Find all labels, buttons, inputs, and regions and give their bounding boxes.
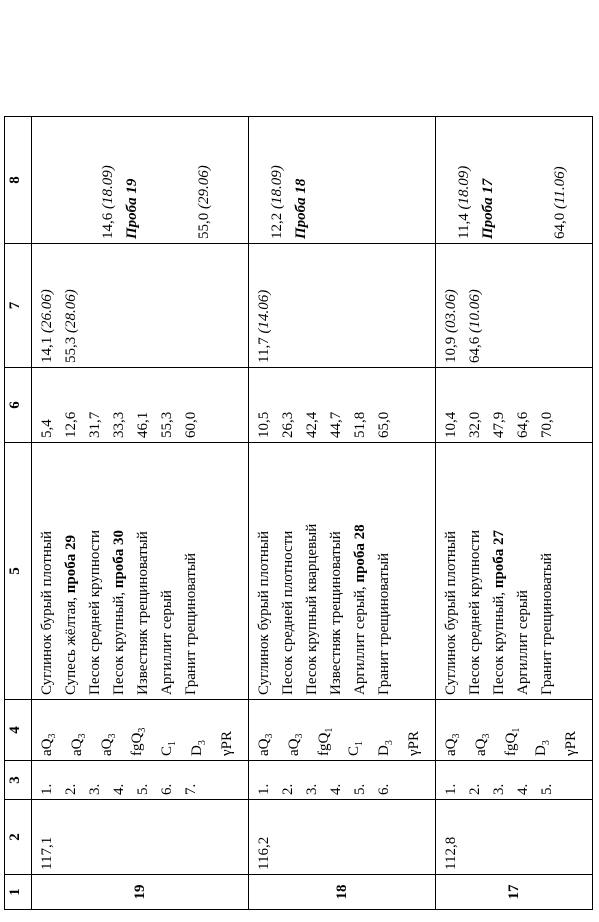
index-base: γPR — [219, 731, 235, 756]
header-cell: 5 — [5, 443, 32, 700]
depth-cell — [249, 368, 436, 443]
depth-value: 10,5 — [256, 411, 272, 438]
description-text: Аргиллит серый — [159, 590, 175, 695]
layer-number: 1. — [256, 783, 272, 795]
steady-level-value: 55,0 — [196, 209, 212, 239]
geologic-index — [125, 704, 155, 756]
layer-number: 7. — [183, 783, 199, 795]
layer-number: 4. — [515, 783, 531, 795]
layer-number: 3. — [304, 783, 320, 795]
steady-level-line — [289, 121, 313, 239]
steady-level-line — [337, 121, 361, 239]
steady-level-line — [144, 121, 168, 239]
steady-level-cell — [436, 117, 593, 244]
index-base: D — [533, 745, 549, 756]
borehole-table — [4, 116, 593, 910]
lithology-cell — [32, 443, 249, 700]
index-base: D — [189, 745, 205, 756]
sample-label: проба 29 — [63, 535, 79, 594]
geologic-index — [529, 704, 559, 756]
index-base: γPR — [563, 731, 579, 756]
layer-number: 6. — [376, 783, 392, 795]
index-base: C — [346, 745, 362, 756]
description-text: Песок крупный, — [111, 588, 127, 695]
depth-value: 64,6 — [515, 411, 531, 438]
table-row — [32, 117, 249, 910]
geologic-index — [215, 704, 245, 756]
description-text: Аргиллит серый, — [352, 582, 368, 695]
layer-number: 3. — [491, 783, 507, 795]
layer-number: 2. — [280, 783, 296, 795]
depth-cell — [436, 368, 593, 443]
index-base: aQ — [39, 738, 55, 756]
index-subscript: 3 — [294, 733, 305, 739]
table-row — [249, 117, 436, 910]
steady-level-line — [48, 121, 72, 239]
header-cell: 4 — [5, 700, 32, 761]
water-level-cell — [436, 244, 593, 368]
lithology-cell — [249, 443, 436, 700]
lithology-description — [511, 447, 535, 695]
water-level-date: (26.06) — [39, 289, 55, 333]
water-level-date: (14.06) — [256, 289, 272, 334]
index-subscript: 1 — [167, 740, 178, 746]
water-level-date: (28.06) — [63, 289, 79, 333]
water-level-value: 64,6 — [467, 333, 483, 363]
sample-label: проба 28 — [352, 524, 368, 583]
geologic-index — [252, 704, 282, 756]
lithology-description — [35, 447, 59, 695]
geologic-index — [402, 704, 432, 756]
sample-title: Проба 18 — [293, 178, 309, 239]
lithology-description — [107, 447, 131, 695]
sample-label: проба 27 — [491, 529, 507, 589]
index-base: aQ — [443, 738, 459, 756]
description-text: Песок средней крупности — [87, 529, 103, 695]
geologic-index — [282, 704, 312, 756]
index-base: γPR — [406, 731, 422, 756]
index-base: aQ — [473, 738, 489, 756]
lithology-cell — [436, 443, 593, 700]
steady-level-cell — [32, 117, 249, 244]
description-text: Песок крупный, — [491, 588, 507, 695]
steady-level-date: (11.06) — [552, 166, 568, 209]
depth-value: 12,6 — [63, 411, 79, 438]
steady-level-date: (18.09) — [100, 165, 116, 209]
geologic-index — [439, 704, 469, 756]
steady-level-line — [524, 121, 548, 239]
depth-value: 44,7 — [328, 411, 344, 438]
layer-number: 3. — [87, 783, 103, 795]
layer-number: 4. — [111, 783, 127, 795]
layer-number-cell — [249, 761, 436, 800]
geologic-index — [469, 704, 499, 756]
elevation-value: 116,2 — [256, 836, 272, 870]
header-cell: 6 — [5, 368, 32, 443]
steady-level-value: 14,6 — [100, 209, 116, 239]
table-row — [436, 117, 593, 910]
depth-value: 10,4 — [443, 411, 459, 438]
sample-label: проба 30 — [111, 529, 127, 589]
depth-value: 60,0 — [183, 411, 199, 438]
geologic-index-cell — [436, 700, 593, 761]
steady-level-line — [476, 121, 500, 239]
water-level-date: (10.06) — [467, 289, 483, 333]
water-level-cell — [249, 244, 436, 368]
description-text: Суглинок бурый плотный — [39, 530, 55, 695]
elevation-cell — [436, 800, 593, 875]
layer-number: 1. — [39, 783, 55, 795]
depth-value: 46,1 — [135, 411, 151, 438]
geologic-index — [35, 704, 65, 756]
depth-value: 51,8 — [352, 411, 368, 438]
description-text: Суглинок бурый плотный — [256, 530, 272, 695]
lithology-description — [324, 447, 348, 695]
steady-level-line — [500, 121, 524, 239]
header-cell: 1 — [5, 875, 32, 910]
steady-level-line — [96, 121, 120, 239]
index-subscript: 3 — [77, 733, 88, 739]
geologic-index — [65, 704, 95, 756]
geologic-index-cell — [32, 700, 249, 761]
lithology-description — [276, 447, 300, 695]
geologic-index — [185, 704, 215, 756]
depth-value: 55,3 — [159, 411, 175, 438]
layer-number: 2. — [467, 783, 483, 795]
description-text: Гранит трещиноватый — [183, 552, 199, 695]
index-base: C — [159, 745, 175, 756]
water-level-value: 10,9 — [443, 333, 459, 363]
water-level — [59, 248, 83, 363]
description-text: Аргиллит серый — [515, 590, 531, 695]
index-subscript: 3 — [137, 727, 148, 733]
index-subscript: 1 — [324, 727, 335, 733]
layer-number: 6. — [159, 783, 175, 795]
index-base: aQ — [286, 738, 302, 756]
water-level-value: 11,7 — [256, 333, 272, 363]
lithology-description — [487, 447, 511, 695]
layer-number: 4. — [328, 783, 344, 795]
header-cell: 2 — [5, 800, 32, 875]
lithology-description — [300, 447, 324, 695]
layer-number-cell — [436, 761, 593, 800]
index-subscript: 3 — [384, 740, 395, 746]
lithology-description — [59, 447, 83, 695]
index-base: D — [376, 745, 392, 756]
geologic-index — [372, 704, 402, 756]
description-text: Известняк трещиноватый — [328, 531, 344, 695]
water-level — [35, 248, 59, 363]
index-subscript: 3 — [197, 740, 208, 746]
description-text: Песок средней плотности — [280, 530, 296, 695]
depth-cell — [32, 368, 249, 443]
water-level — [439, 248, 463, 363]
depth-value: 31,7 — [87, 411, 103, 438]
water-level-value: 55,3 — [63, 333, 79, 363]
header-cell: 3 — [5, 761, 32, 800]
description-text: Гранит трещиноватый — [376, 552, 392, 695]
layer-number: 1. — [443, 783, 459, 795]
steady-level-line — [120, 121, 144, 239]
geologic-index — [559, 704, 589, 756]
index-subscript: 3 — [481, 733, 492, 739]
sample-title: Проба 19 — [124, 178, 140, 239]
steady-level-line — [452, 121, 476, 239]
water-level — [252, 248, 276, 363]
index-base: fgQ — [316, 732, 332, 756]
header-row — [5, 117, 32, 910]
lithology-description — [83, 447, 107, 695]
index-subscript: 3 — [107, 733, 118, 739]
depth-value: 33,3 — [111, 411, 127, 438]
lithology-description — [439, 447, 463, 695]
water-level-value: 14,1 — [39, 333, 55, 363]
layer-number: 5. — [352, 783, 368, 795]
steady-level-value: 12,2 — [269, 209, 285, 239]
description-text: Гранит трещиноватый — [539, 552, 555, 695]
index-subscript: 1 — [511, 727, 522, 733]
depth-value: 65,0 — [376, 411, 392, 438]
geologic-index — [95, 704, 125, 756]
water-level — [463, 248, 487, 363]
lithology-description — [372, 447, 396, 695]
index-subscript: 3 — [264, 733, 275, 739]
lithology-description — [179, 447, 203, 695]
steady-level-line — [548, 121, 572, 239]
steady-level-line — [192, 121, 216, 239]
elevation-value: 117,1 — [39, 836, 55, 870]
geologic-index — [155, 704, 185, 756]
header-cell: 8 — [5, 117, 32, 244]
steady-level-date: (29.06) — [196, 165, 212, 209]
water-level-cell — [32, 244, 249, 368]
depth-value: 42,4 — [304, 411, 320, 438]
depth-value: 47,9 — [491, 411, 507, 438]
steady-level-date: (18.09) — [456, 165, 472, 210]
depth-value: 32,0 — [467, 411, 483, 438]
index-subscript: 3 — [47, 733, 58, 739]
depth-value: 70,0 — [539, 411, 555, 438]
steady-level-line — [313, 121, 337, 239]
layer-number: 5. — [135, 783, 151, 795]
water-level-date: (03.06) — [443, 289, 459, 333]
lithology-description — [155, 447, 179, 695]
steady-level-date: (18.09) — [269, 165, 285, 209]
well-number: 18 — [249, 875, 436, 910]
geologic-index — [499, 704, 529, 756]
index-base: fgQ — [503, 732, 519, 756]
description-text: Известняк трещиноватый — [135, 531, 151, 695]
lithology-description — [535, 447, 559, 695]
geologic-index-cell — [249, 700, 436, 761]
description-text: Суглинок бурый плотный — [443, 530, 459, 695]
well-number: 19 — [32, 875, 249, 910]
index-base: aQ — [69, 738, 85, 756]
lithology-description — [252, 447, 276, 695]
layer-number-cell — [32, 761, 249, 800]
depth-value: 5,4 — [39, 419, 55, 438]
steady-level-line — [168, 121, 192, 239]
steady-level-line — [72, 121, 96, 239]
layer-number: 2. — [63, 783, 79, 795]
description-text: Песок крупный кварцевый — [304, 523, 320, 695]
steady-level-value: 64,0 — [552, 209, 568, 239]
steady-level-line — [265, 121, 289, 239]
description-text: Супесь жёлтая, — [63, 593, 79, 695]
index-subscript: 3 — [541, 740, 552, 746]
steady-level-value: 11,4 — [456, 209, 472, 239]
elevation-cell — [32, 800, 249, 875]
geologic-index — [312, 704, 342, 756]
geologic-index — [342, 704, 372, 756]
sample-title: Проба 17 — [480, 178, 496, 239]
steady-level-line — [361, 121, 385, 239]
index-base: aQ — [256, 738, 272, 756]
index-base: aQ — [99, 738, 115, 756]
layer-number: 5. — [539, 783, 555, 795]
well-number: 17 — [436, 875, 593, 910]
index-subscript: 3 — [451, 733, 462, 739]
steady-level-cell — [249, 117, 436, 244]
elevation-value: 112,8 — [443, 836, 459, 870]
description-text: Песок средней крупности — [467, 529, 483, 695]
depth-value: 26,3 — [280, 411, 296, 438]
index-base: fgQ — [129, 732, 145, 756]
lithology-description — [463, 447, 487, 695]
elevation-cell — [249, 800, 436, 875]
lithology-description — [348, 447, 372, 695]
lithology-description — [131, 447, 155, 695]
header-cell: 7 — [5, 244, 32, 368]
steady-level-line — [385, 121, 409, 239]
index-subscript: 1 — [354, 740, 365, 746]
